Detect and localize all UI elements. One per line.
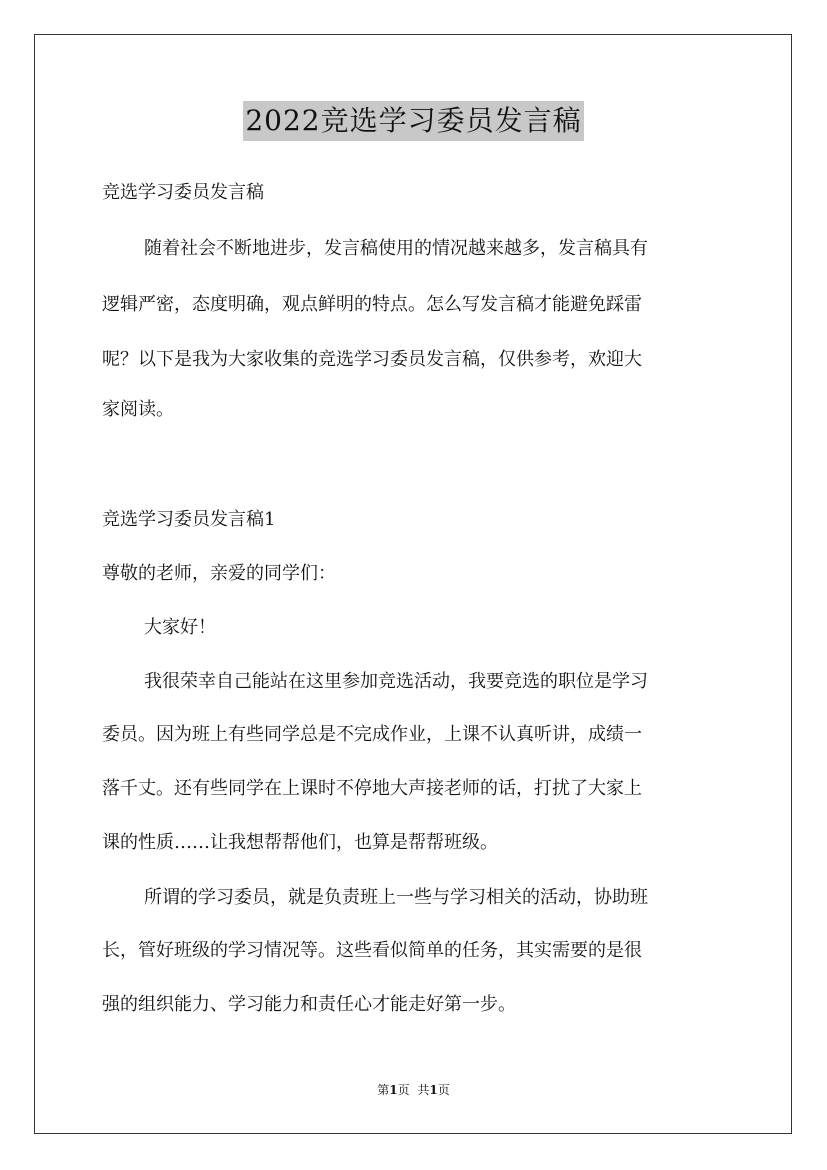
greeting: 大家好！ (144, 617, 216, 638)
footer-page-number: 1 (389, 1083, 398, 1097)
paragraph2-line-1: 所谓的学习委员，就是负责班上一些与学习相关的活动，协助班 (144, 887, 648, 908)
paragraph1-line-2: 委员。因为班上有些同学总是不完成作业，上课不认真听讲，成绩一 (102, 724, 642, 745)
paragraph1-line-1: 我很荣幸自己能站在这里参加竞选活动，我要竞选的职位是学习 (144, 671, 648, 692)
page-footer (0, 1082, 827, 1098)
footer-page-suffix: 页 (397, 1083, 410, 1097)
footer-total-prefix: 共 (417, 1083, 430, 1097)
document-title: 2022竞选学习委员发言稿 (243, 101, 583, 141)
footer-total-suffix: 页 (437, 1083, 450, 1097)
footer-page-prefix: 第 (377, 1083, 390, 1097)
paragraph2-line-3: 强的组织能力、学习能力和责任心才能走好第一步。 (102, 994, 516, 1015)
intro-line-3: 呢？以下是我为大家收集的竞选学习委员发言稿，仅供参考，欢迎大 (102, 349, 642, 370)
intro-line-1: 随着社会不断地进步，发言稿使用的情况越来越多，发言稿具有 (144, 238, 648, 259)
intro-line-2: 逻辑严密，态度明确，观点鲜明的特点。怎么写发言稿才能避免踩雷 (102, 294, 642, 315)
intro-line-4: 家阅读。 (102, 399, 174, 420)
salutation: 尊敬的老师，亲爱的同学们： (102, 563, 336, 584)
paragraph1-line-3: 落千丈。还有些同学在上课时不停地大声接老师的话，打扰了大家上 (102, 778, 642, 799)
paragraph2-line-2: 长，管好班级的学习情况等。这些看似简单的任务，其实需要的是很 (102, 940, 642, 961)
section-heading: 竞选学习委员发言稿1 (102, 509, 276, 530)
document-subtitle: 竞选学习委员发言稿 (102, 182, 264, 203)
paragraph1-line-4: 课的性质……让我想帮帮他们，也算是帮帮班级。 (102, 832, 498, 853)
footer-total-number: 1 (429, 1083, 438, 1097)
